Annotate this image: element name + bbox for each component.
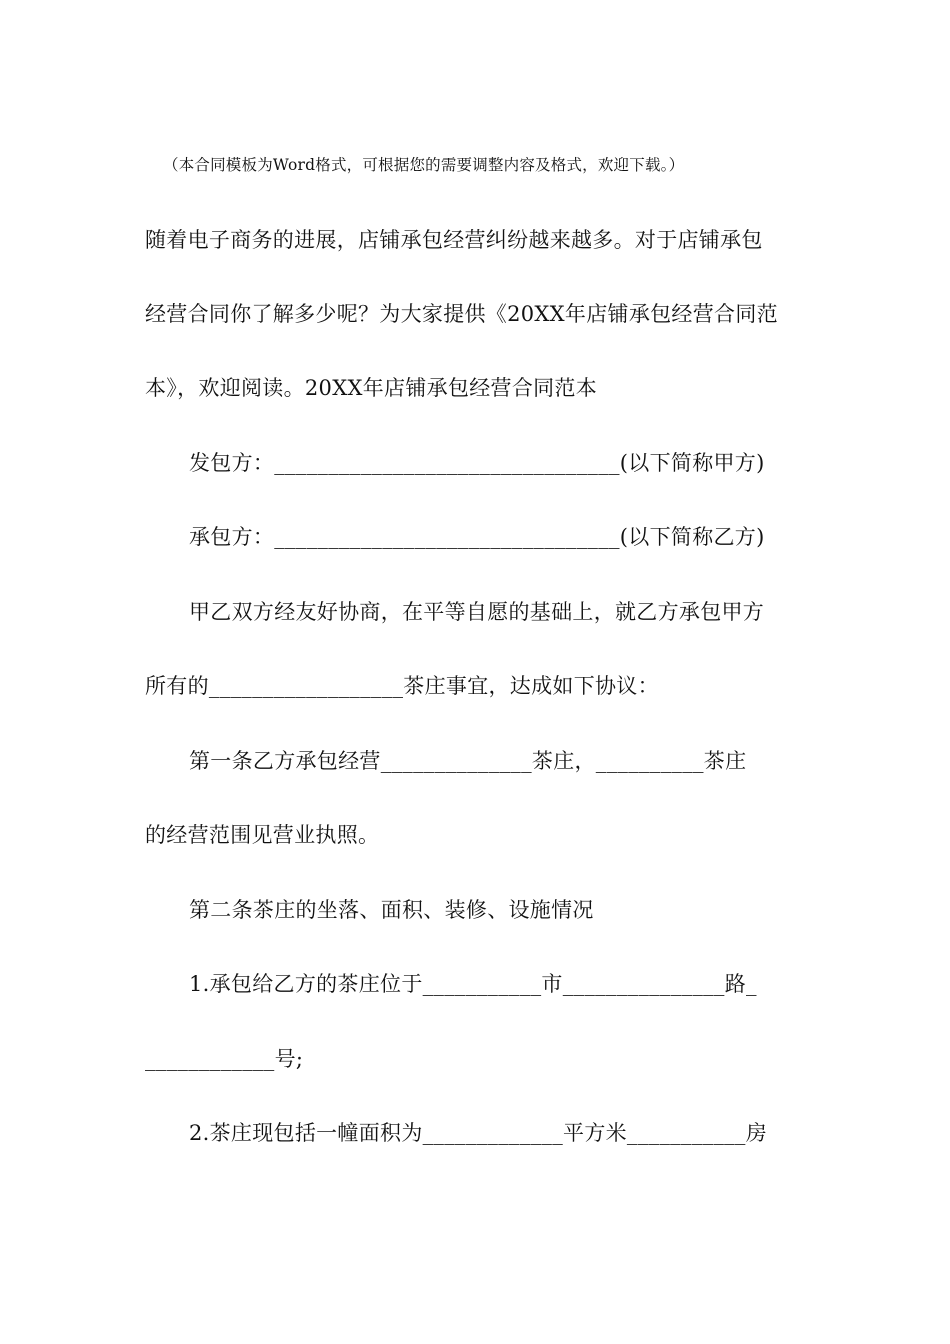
- party-a-line: 发包方：________________________________(以下简称甲方): [189, 451, 765, 475]
- agreement-line-1: 甲乙双方经友好协商，在平等自愿的基础上，就乙方承包甲方: [189, 600, 765, 624]
- agreement-line-2: 所有的__________________茶庄事宜，达成如下协议：: [145, 674, 659, 698]
- party-b-line: 承包方：________________________________(以下简称乙方): [189, 525, 765, 549]
- article-2-heading: 第二条茶庄的坐落、面积、装修、设施情况: [189, 898, 594, 922]
- article-2-item-1-line-1: 1.承包给乙方的茶庄位于___________市_______________路_: [189, 972, 757, 996]
- article-1-line-1: 第一条乙方承包经营______________茶庄，__________茶庄: [189, 749, 747, 773]
- intro-line-1: 随着电子商务的进展，店铺承包经营纠纷越来越多。对于店铺承包: [145, 228, 763, 252]
- template-note: （本合同模板为Word格式，可根据您的需要调整内容及格式，欢迎下载。）: [163, 156, 685, 174]
- intro-line-3: 本》，欢迎阅读。20XX年店铺承包经营合同范本: [145, 376, 598, 400]
- intro-line-2: 经营合同你了解多少呢？为大家提供《20XX年店铺承包经营合同范: [145, 302, 778, 326]
- article-2-item-1-line-2: ____________号;: [145, 1047, 304, 1071]
- article-1-line-2: 的经营范围见营业执照。: [145, 823, 380, 847]
- article-2-item-2-line-1: 2.茶庄现包括一幢面积为_____________平方米___________房: [189, 1121, 768, 1145]
